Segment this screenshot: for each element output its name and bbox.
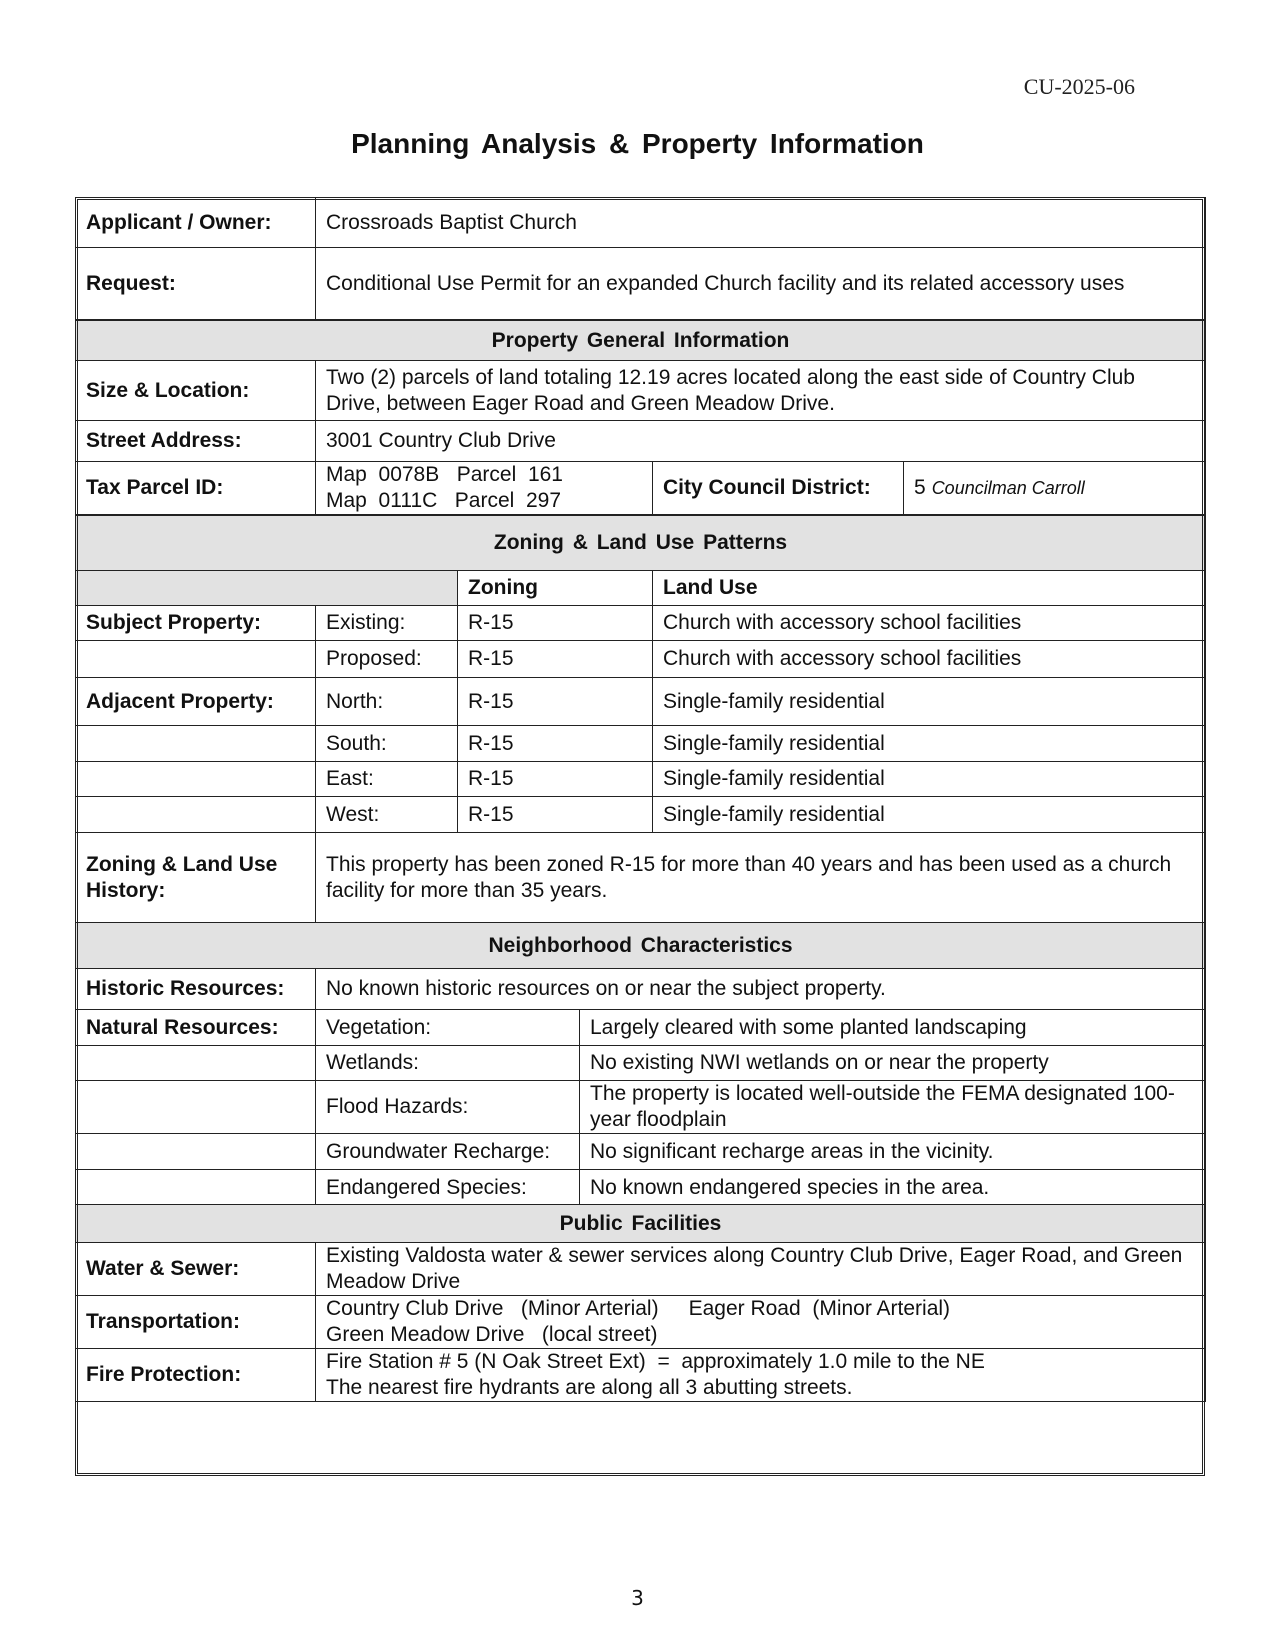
district-number: 5 [914, 476, 926, 499]
fire-line-1: Fire Station # 5 (N Oak Street Ext) = approximately 1.0 mile to the NE [326, 1350, 985, 1373]
fire-line-2: The nearest fire hydrants are along all 3 abutting streets. [326, 1376, 853, 1399]
size-label: Size & Location: [76, 361, 316, 421]
fire-label: Fire Protection: [76, 1349, 316, 1402]
page-title: Planning Analysis & Property Information [351, 128, 924, 159]
subject-zone: R-15 [458, 641, 653, 678]
councilman-name: Councilman Carroll [931, 478, 1085, 498]
subject-use: Church with accessory school facilities [653, 606, 1206, 641]
water-label: Water & Sewer: [76, 1243, 316, 1296]
zoning-heading: Zoning & Land Use Patterns [76, 516, 1206, 571]
address-value: 3001 Country Club Drive [316, 421, 1206, 462]
subject-use: Church with accessory school facilities [653, 641, 1206, 678]
transport-road-b: Eager Road (Minor Arterial) [688, 1297, 951, 1320]
adjacent-zone: R-15 [458, 797, 653, 833]
subject-dir: Existing: [316, 606, 458, 641]
subject-label: Subject Property: [76, 606, 316, 641]
adjacent-zone: R-15 [458, 726, 653, 762]
neighborhood-heading: Neighborhood Characteristics [76, 923, 1206, 969]
parcel-line-1: Map 0078B Parcel 161 [326, 463, 563, 486]
applicant-label: Applicant / Owner: [76, 198, 316, 248]
adjacent-zone: R-15 [458, 762, 653, 797]
table-frame [75, 197, 1205, 1476]
col-zoning: Zoning [458, 571, 653, 606]
request-label: Request: [76, 248, 316, 320]
natural-item: Vegetation: [316, 1010, 580, 1046]
adjacent-zone: R-15 [458, 678, 653, 726]
parcel-line-2: Map 0111C Parcel 297 [326, 489, 562, 512]
natural-value: No known endangered species in the area. [580, 1170, 1206, 1207]
subject-dir: Proposed: [316, 641, 458, 678]
transport-road-c: Green Meadow Drive (local street) [326, 1323, 658, 1346]
natural-value: Largely cleared with some planted landscaping [580, 1010, 1206, 1046]
history-value: This property has been zoned R-15 for more than 40 years and has been used as a church facility for more than 35 years. [316, 833, 1206, 923]
adjacent-use: Single-family residential [653, 797, 1206, 833]
general-heading: Property General Information [76, 321, 1206, 361]
district-label: City Council District: [653, 462, 904, 515]
adjacent-dir: West: [316, 797, 458, 833]
adjacent-dir: South: [316, 726, 458, 762]
transport-road-a: Country Club Drive (Minor Arterial) [326, 1297, 659, 1320]
facilities-heading: Public Facilities [76, 1205, 1206, 1243]
natural-item: Wetlands: [316, 1046, 580, 1081]
natural-value: The property is located well-outside the FEMA designated 100-year floodplain [580, 1081, 1206, 1134]
subject-zone: R-15 [458, 606, 653, 641]
case-number: CU-2025-06 [1023, 74, 1135, 99]
natural-item: Groundwater Recharge: [316, 1134, 580, 1170]
page-number: 3 [631, 1586, 644, 1610]
transport-label: Transportation: [76, 1296, 316, 1349]
natural-item: Endangered Species: [316, 1170, 580, 1207]
natural-value: No significant recharge areas in the vicinity. [580, 1134, 1206, 1170]
history-label: Zoning & Land Use History: [76, 833, 316, 923]
water-value: Existing Valdosta water & sewer services along Country Club Drive, Eager Road, and Green Meadow Drive [316, 1243, 1206, 1296]
adjacent-use: Single-family residential [653, 726, 1206, 762]
adjacent-dir: North: [316, 678, 458, 726]
address-label: Street Address: [76, 421, 316, 462]
adjacent-use: Single-family residential [653, 762, 1206, 797]
request-value: Conditional Use Permit for an expanded Church facility and its related accessory uses [316, 248, 1206, 320]
adjacent-use: Single-family residential [653, 678, 1206, 726]
size-value: Two (2) parcels of land totaling 12.19 acres located along the east side of Country Club Drive, between Eager Road and Green Meadow Drive. [316, 361, 1206, 421]
natural-value: No existing NWI wetlands on or near the property [580, 1046, 1206, 1081]
natural-label: Natural Resources: [76, 1010, 316, 1046]
historic-value: No known historic resources on or near the subject property. [316, 969, 1206, 1010]
adjacent-dir: East: [316, 762, 458, 797]
col-land-use: Land Use [653, 571, 1206, 606]
adjacent-label: Adjacent Property: [76, 678, 316, 726]
parcel-label: Tax Parcel ID: [76, 462, 316, 515]
applicant-value: Crossroads Baptist Church [316, 198, 1206, 248]
natural-item: Flood Hazards: [316, 1081, 580, 1134]
historic-label: Historic Resources: [76, 969, 316, 1010]
